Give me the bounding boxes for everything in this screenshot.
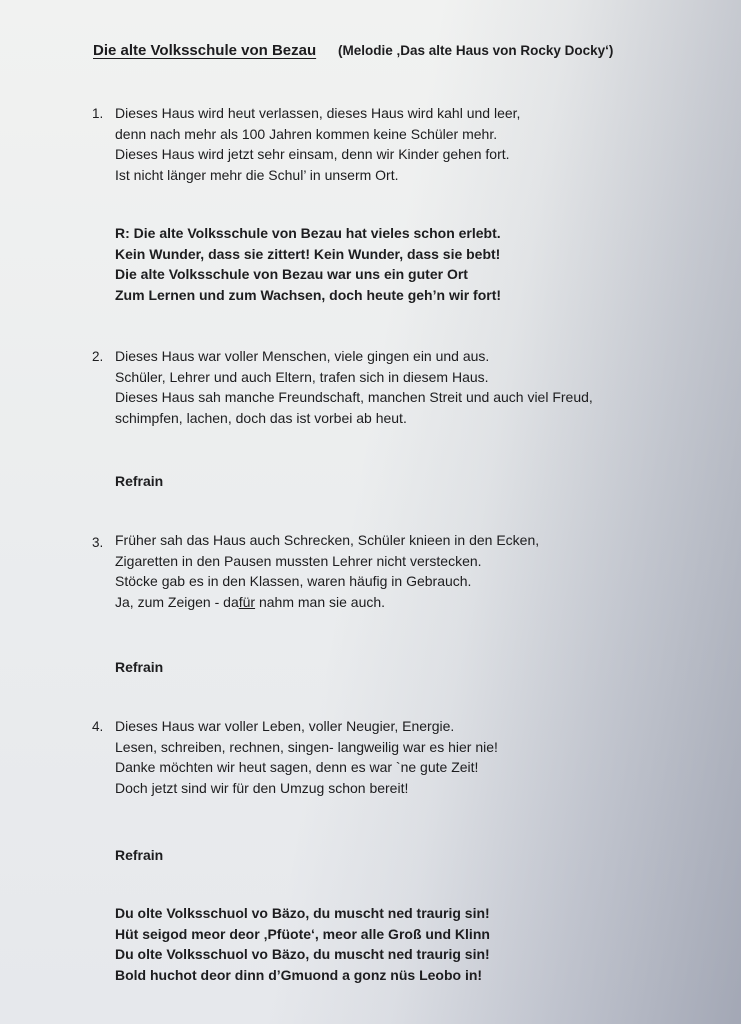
refrain-line: Kein Wunder, dass sie zittert! Kein Wunder, dass sie bebt!	[115, 245, 501, 262]
verse-line: Ist nicht länger mehr die Schul’ in unserm Ort.	[115, 166, 399, 183]
underlined-word: für	[238, 593, 256, 610]
verse-line: Lesen, schreiben, rechnen, singen- langweilig war es hier nie!	[115, 738, 498, 755]
verse-2	[115, 346, 593, 428]
verse-line: denn nach mehr als 100 Jahren kommen keine Schüler mehr.	[115, 125, 498, 142]
verse-number: 1.	[92, 106, 104, 121]
finale-dialect	[115, 903, 490, 985]
song-title: Die alte Volksschule von Bezau	[93, 42, 317, 59]
verse-line: Schüler, Lehrer und auch Eltern, trafen sich in diesem Haus.	[115, 368, 489, 385]
finale-line: Bold huchot deor dinn d’Gmuond a gonz nüs Leobo in!	[115, 966, 483, 983]
verse-line: Dieses Haus wird heut verlassen, dieses Haus wird kahl und leer,	[115, 105, 521, 121]
verse-number: 2.	[92, 349, 104, 364]
finale-line: Hüt seigod meor deor ‚Pfüote‘, meor alle Groß und Klinn	[115, 925, 490, 942]
refrain-label: Refrain	[115, 473, 164, 489]
verse-line: Dieses Haus wird jetzt sehr einsam, denn wir Kinder gehen fort.	[115, 146, 510, 162]
refrain-line: R: Die alte Volksschule von Bezau hat vieles schon erlebt.	[115, 225, 501, 241]
verse-1	[115, 103, 520, 185]
refrain-line: Die alte Volksschule von Bezau war uns ein guter Ort	[115, 266, 468, 282]
finale-line: Du olte Volksschuol vo Bäzo, du muscht ned traurig sin!	[115, 946, 490, 962]
verse-line-last: Ja, zum Zeigen - dafür nahm man sie auch.	[115, 593, 386, 610]
verse-line: Zigaretten in den Pausen mussten Lehrer nicht verstecken.	[115, 552, 482, 569]
verse-3	[115, 530, 539, 612]
verse-4	[115, 716, 498, 798]
verse-number: 4.	[92, 719, 104, 734]
verse-line: Stöcke gab es in den Klassen, waren häufig in Gebrauch.	[115, 573, 472, 589]
finale-line: Du olte Volksschuol vo Bäzo, du muscht ned traurig sin!	[115, 905, 490, 921]
refrain-line: Zum Lernen und zum Wachsen, doch heute geh’n wir fort!	[115, 286, 502, 303]
verse-line: Dieses Haus war voller Menschen, viele gingen ein und aus.	[115, 348, 490, 364]
refrain-label: Refrain	[115, 847, 164, 863]
verse-line: Doch jetzt sind wir für den Umzug schon bereit!	[115, 779, 409, 796]
refrain-full	[115, 223, 501, 305]
header	[93, 42, 613, 59]
verse-line: Dieses Haus sah manche Freundschaft, manchen Streit und auch viel Freud,	[115, 389, 593, 405]
verse-line: schimpfen, lachen, doch das ist vorbei ab heut.	[115, 409, 407, 426]
verse-number: 3.	[92, 535, 104, 550]
verse-line: Dieses Haus war voller Leben, voller Neugier, Energie.	[115, 718, 455, 734]
verse-line: Danke möchten wir heut sagen, denn es war `ne gute Zeit!	[115, 759, 479, 775]
verse-line: Früher sah das Haus auch Schrecken, Schüler knieen in den Ecken,	[115, 532, 540, 548]
melody-note: (Melodie ‚Das alte Haus von Rocky Docky‘)	[338, 43, 614, 58]
refrain-label: Refrain	[115, 659, 164, 675]
